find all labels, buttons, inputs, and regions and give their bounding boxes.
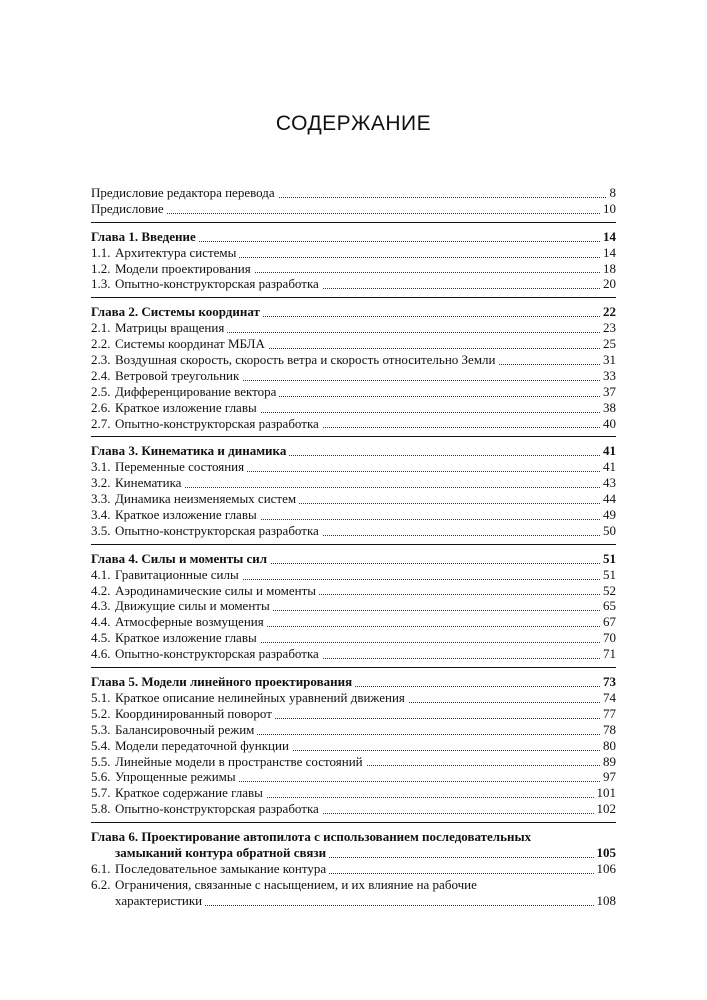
toc-entry[interactable] — [91, 722, 616, 738]
chapter-heading[interactable] — [91, 551, 616, 567]
chapter-heading[interactable] — [91, 229, 616, 245]
page-number: 14 — [600, 229, 616, 245]
entry-label: 2.7. Опытно-конструкторская разработка — [91, 416, 322, 431]
page-number: 37 — [600, 384, 616, 400]
toc-entry[interactable] — [91, 630, 616, 646]
section-number: 3.4. — [91, 507, 111, 523]
section-number: 1.2. — [91, 260, 111, 276]
entry-label: 2.1. Матрицы вращения — [91, 320, 227, 335]
section-number: 6.2. — [91, 876, 111, 892]
entry-label: 5.4. Модели передаточной функции — [91, 738, 292, 753]
toc-entry[interactable] — [91, 893, 616, 909]
chapter-heading[interactable] — [91, 443, 616, 459]
page-number: 38 — [600, 400, 616, 416]
section-number: 5.4. — [91, 737, 111, 753]
page-number: 43 — [600, 475, 616, 491]
toc-entry[interactable] — [91, 261, 616, 277]
toc-entry[interactable] — [91, 801, 616, 817]
section-number: 3.3. — [91, 491, 111, 507]
entry-label: 3.3. Динамика неизменяемых систем — [91, 491, 299, 506]
toc-entry[interactable] — [91, 400, 616, 416]
chapter-divider — [91, 667, 616, 668]
entry-label: Глава 5. Модели линейного проектирования — [91, 674, 355, 689]
entry-label: 6.2. Ограничения, связанные с насыщением, и их влияние на рабочие — [91, 877, 480, 892]
toc-entry[interactable] — [91, 352, 616, 368]
section-number: 2.3. — [91, 352, 111, 368]
entry-label: Глава 2. Системы координат — [91, 304, 263, 319]
toc-entry[interactable] — [91, 507, 616, 523]
section-number: 2.6. — [91, 399, 111, 415]
section-number: 5.1. — [91, 689, 111, 705]
entry-label: 2.6. Краткое изложение главы — [91, 400, 260, 415]
section-number: 5.6. — [91, 769, 111, 785]
page-number: 77 — [600, 706, 616, 722]
page-number: 44 — [600, 491, 616, 507]
page-number: 70 — [600, 630, 616, 646]
page-number: 31 — [600, 352, 616, 368]
entry-label: 5.6. Упрощенные режимы — [91, 769, 239, 784]
section-number: 4.6. — [91, 646, 111, 662]
section-number: 5.7. — [91, 785, 111, 801]
section-number: 1.3. — [91, 276, 111, 292]
page-number: 40 — [600, 416, 616, 432]
page-number: 52 — [600, 583, 616, 599]
entry-label: 5.1. Краткое описание нелинейных уравнений движения — [91, 690, 408, 705]
page-number: 49 — [600, 507, 616, 523]
page-number: 102 — [594, 801, 617, 817]
toc-entry[interactable] — [91, 416, 616, 432]
entry-label: замыканий контура обратной связи — [91, 845, 329, 860]
section-number: 4.1. — [91, 566, 111, 582]
entry-label: 5.2. Координированный поворот — [91, 706, 275, 721]
entry-label: 1.3. Опытно-конструкторская разработка — [91, 276, 322, 291]
page-number: 41 — [600, 459, 616, 475]
page-number: 105 — [594, 845, 617, 861]
page-title: СОДЕРЖАНИЕ — [275, 112, 432, 135]
entry-label: 5.5. Линейные модели в пространстве состояний — [91, 754, 366, 769]
entry-label: Глава 4. Силы и моменты сил — [91, 551, 270, 566]
toc-entry[interactable] — [91, 459, 616, 475]
toc-entry[interactable] — [91, 754, 616, 770]
page-number: 51 — [600, 551, 616, 567]
chapter-heading[interactable] — [91, 845, 616, 861]
page-number: 14 — [600, 245, 616, 261]
entry-label: Глава 1. Введение — [91, 229, 199, 244]
toc-entry[interactable] — [91, 368, 616, 384]
section-number: 4.2. — [91, 582, 111, 598]
chapter-divider — [91, 436, 616, 437]
section-number: 4.4. — [91, 614, 111, 630]
chapter-divider — [91, 222, 616, 223]
toc-entry[interactable] — [91, 598, 616, 614]
section-number: 1.1. — [91, 244, 111, 260]
section-number: 5.2. — [91, 705, 111, 721]
entry-label: 6.1. Последовательное замыкание контура — [91, 861, 329, 876]
entry-label: 4.2. Аэродинамические силы и моменты — [91, 583, 319, 598]
page-number: 101 — [594, 785, 617, 801]
entry-label: характеристики — [91, 893, 205, 908]
entry-label: 3.5. Опытно-конструкторская разработка — [91, 523, 322, 538]
section-number: 3.5. — [91, 522, 111, 538]
toc-entry-front[interactable] — [91, 201, 616, 217]
toc-entry[interactable] — [91, 475, 616, 491]
page-number: 8 — [607, 185, 617, 201]
page-number: 67 — [600, 614, 616, 630]
toc-entry[interactable] — [91, 706, 616, 722]
chapter-heading-line: Глава 6. Проектирование автопилота с использованием последовательных — [91, 829, 532, 845]
toc-entry[interactable] — [91, 614, 616, 630]
page-number: 22 — [600, 304, 616, 320]
page-number: 18 — [600, 261, 616, 277]
entry-label: 4.3. Движущие силы и моменты — [91, 598, 273, 613]
entry-label: 1.2. Модели проектирования — [91, 261, 254, 276]
page-number: 50 — [600, 523, 616, 539]
toc-entry-front[interactable] — [91, 185, 616, 201]
section-number: 5.5. — [91, 753, 111, 769]
page-number: 73 — [600, 674, 616, 690]
page-number: 25 — [600, 336, 616, 352]
entry-label: 2.3. Воздушная скорость, скорость ветра и скорость относительно Земли — [91, 352, 499, 367]
section-number: 2.7. — [91, 415, 111, 431]
section-number: 4.5. — [91, 630, 111, 646]
section-number: 6.1. — [91, 860, 111, 876]
entry-label: 1.1. Архитектура системы — [91, 245, 239, 260]
section-number: 3.2. — [91, 475, 111, 491]
section-number: 2.4. — [91, 367, 111, 383]
page-number: 20 — [600, 276, 616, 292]
entry-label: 3.4. Краткое изложение главы — [91, 507, 260, 522]
entry-label: 2.4. Ветровой треугольник — [91, 368, 242, 383]
page-number: 74 — [600, 690, 616, 706]
toc-entry[interactable] — [91, 738, 616, 754]
toc-entry[interactable] — [91, 567, 616, 583]
page-number: 33 — [600, 368, 616, 384]
chapter-heading[interactable] — [91, 304, 616, 320]
toc-entry[interactable] — [91, 320, 616, 336]
entry-label: 2.5. Дифференцирование вектора — [91, 384, 279, 399]
page-number: 41 — [600, 443, 616, 459]
page-number: 108 — [594, 893, 617, 909]
toc-entry[interactable] — [91, 276, 616, 292]
section-number: 4.3. — [91, 598, 111, 614]
toc-entry[interactable] — [91, 690, 616, 706]
entry-label: 4.6. Опытно-конструкторская разработка — [91, 646, 322, 661]
page-number: 80 — [600, 738, 616, 754]
toc-entry[interactable] — [91, 861, 616, 877]
chapter-heading[interactable] — [91, 674, 616, 690]
entry-label: Предисловие — [91, 201, 167, 216]
toc-entry[interactable] — [91, 523, 616, 539]
entry-label: 4.5. Краткое изложение главы — [91, 630, 260, 645]
page-number: 97 — [600, 769, 616, 785]
chapter-divider — [91, 297, 616, 298]
toc-entry[interactable] — [91, 384, 616, 400]
entry-label: Предисловие редактора перевода — [91, 185, 278, 200]
page-number: 23 — [600, 320, 616, 336]
entry-label: 4.4. Атмосферные возмущения — [91, 614, 267, 629]
section-number: 5.8. — [91, 801, 111, 817]
section-number: 2.1. — [91, 320, 111, 336]
page-number: 10 — [600, 201, 616, 217]
page-number: 89 — [600, 754, 616, 770]
entry-label: 4.1. Гравитационные силы — [91, 567, 242, 582]
section-number: 5.3. — [91, 721, 111, 737]
toc-entry[interactable] — [91, 245, 616, 261]
toc-entry[interactable] — [91, 785, 616, 801]
toc-entry[interactable] — [91, 336, 616, 352]
page-number: 65 — [600, 598, 616, 614]
entry-label: 5.8. Опытно-конструкторская разработка — [91, 801, 322, 816]
page-number: 106 — [594, 861, 617, 877]
entry-label: 5.3. Балансировочный режим — [91, 722, 257, 737]
table-of-contents — [91, 185, 616, 909]
entry-label: Глава 3. Кинематика и динамика — [91, 443, 289, 458]
section-number: 3.1. — [91, 459, 111, 475]
chapter-divider — [91, 544, 616, 545]
toc-entry-line — [91, 877, 616, 893]
entry-label: 5.7. Краткое содержание главы — [91, 785, 266, 800]
chapter-divider — [91, 822, 616, 823]
entry-label: 3.1. Переменные состояния — [91, 459, 247, 474]
section-number: 2.2. — [91, 336, 111, 352]
entry-label: 2.2. Системы координат МБЛА — [91, 336, 268, 351]
toc-entry[interactable] — [91, 646, 616, 662]
dot-leader — [91, 213, 616, 214]
toc-entry[interactable] — [91, 769, 616, 785]
entry-label: 3.2. Кинематика — [91, 475, 184, 490]
toc-entry[interactable] — [91, 491, 616, 507]
page-number: 78 — [600, 722, 616, 738]
toc-entry[interactable] — [91, 583, 616, 599]
section-number: 2.5. — [91, 383, 111, 399]
page-number: 51 — [600, 567, 616, 583]
page-number: 71 — [600, 646, 616, 662]
